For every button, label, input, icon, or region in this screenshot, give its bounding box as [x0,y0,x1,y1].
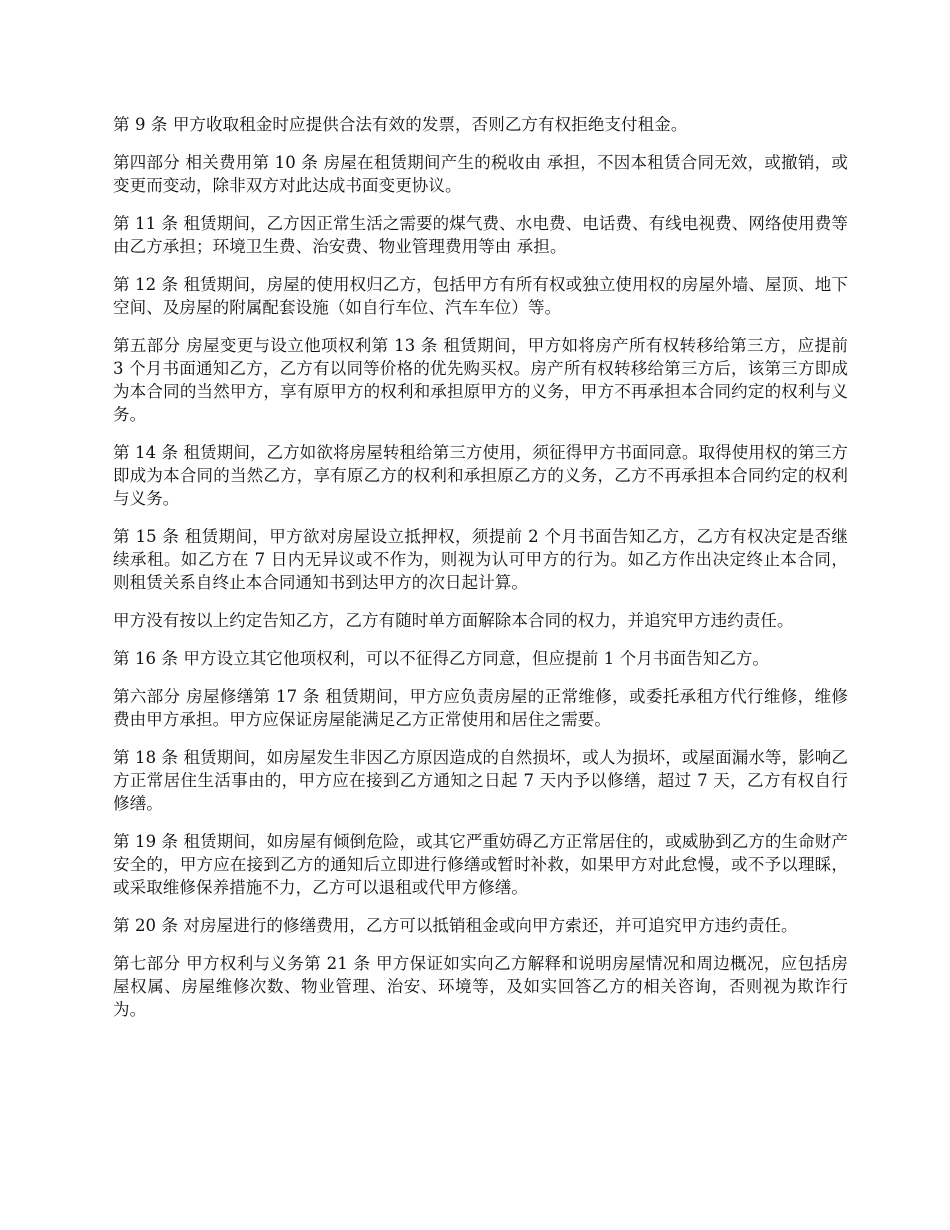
document-body [113,113,848,1036]
clause-16: 第 16 条 甲方设立其它他项权利，可以不征得乙方同意，但应提前 1 个月书面告知乙方。 [113,649,770,668]
clause-11: 第 11 条 租赁期间，乙方因正常生活之需要的煤气费、水电费、电话费、有线电视费、网络使用费等由乙方承担；环境卫生费、治安费、物业管理费用等由 承担。 [113,214,848,256]
clause-12: 第 12 条 租赁期间，房屋的使用权归乙方，包括甲方有所有权或独立使用权的房屋外墙、屋顶、地下空间、及房屋的附属配套设施（如自行车位、汽车车位）等。 [113,275,848,317]
clause-19: 第 19 条 租赁期间，如房屋有倾倒危险，或其它严重妨碍乙方正常居住的，或威胁到乙方的生命财产安全的，甲方应在接到乙方的通知后立即进行修缮或暂时补救，如果甲方对此怠慢，或不予以理睬，或采取维修保养措施不力，乙方可以退租或代甲方修缮。 [113,832,848,897]
clause-15: 第 15 条 租赁期间，甲方欲对房屋设立抵押权，须提前 2 个月书面告知乙方，乙方有权决定是否继续承租。如乙方在 7 日内无异议或不作为，则视为认可甲方的行为。如乙方作出决定终止本合同，则租赁关系自终止本合同通知书到达甲方的次日起计算。 [113,527,848,592]
clause-9: 第 9 条 甲方收取租金时应提供合法有效的发票，否则乙方有权拒绝支付租金。 [113,115,688,134]
clause-18: 第 18 条 租赁期间，如房屋发生非因乙方原因造成的自然损坏，或人为损坏，或屋面漏水等，影响乙方正常居住生活事由的，甲方应在接到乙方通知之日起 7 天内予以修缮，超过 7 天，乙方有权自行修缮。 [113,748,848,813]
clause-14: 第 14 条 租赁期间，乙方如欲将房屋转租给第三方使用，须征得甲方书面同意。取得使用权的第三方即成为本合同的当然乙方，享有原乙方的权利和承担原乙方的义务，乙方不再承担本合同约定的权利与义务。 [113,443,848,508]
section-6-clause-17: 第六部分 房屋修缮第 17 条 租赁期间，甲方应负责房屋的正常维修，或委托承租方代行维修，维修费由甲方承担。甲方应保证房屋能满足乙方正常使用和居住之需要。 [113,687,848,729]
section-7-clause-21: 第七部分 甲方权利与义务第 21 条 甲方保证如实向乙方解释和说明房屋情况和周边概况，应包括房屋权属、房屋维修次数、物业管理、治安、环境等，及如实回答乙方的相关咨询，否则视为欺诈行为。 [113,954,848,1019]
clause-20: 第 20 条 对房屋进行的修缮费用，乙方可以抵销租金或向甲方索还，并可追究甲方违约责任。 [113,916,798,935]
clause-15-supplement: 甲方没有按以上约定告知乙方，乙方有随时单方面解除本合同的权力，并追究甲方违约责任。 [113,611,794,630]
section-4-clause-10: 第四部分 相关费用第 10 条 房屋在租赁期间产生的税收由 承担，不因本租赁合同无效，或撤销，或变更而变动，除非双方对此达成书面变更协议。 [113,153,848,195]
section-5-clause-13: 第五部分 房屋变更与设立他项权利第 13 条 租赁期间，甲方如将房产所有权转移给第三方，应提前 3 个月书面通知乙方，乙方有以同等价格的优先购买权。房产所有权转移给第三方后，该第三方即成为本合同的当然甲方，享有原甲方的权利和承担原甲方的义务，甲方不再承担本合同约定的权利与义务。 [113,336,848,424]
